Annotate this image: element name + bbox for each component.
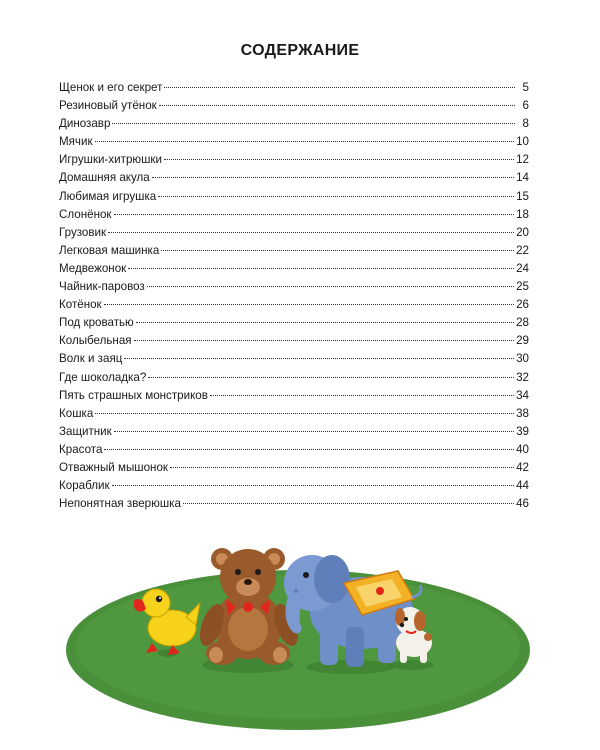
dot-leader xyxy=(159,105,515,106)
dot-leader xyxy=(95,413,514,414)
toc-entry-title: Кораблик xyxy=(59,479,110,493)
dot-leader xyxy=(134,340,515,341)
table-of-contents xyxy=(59,79,529,513)
dot-leader xyxy=(95,141,515,142)
toc-entry-page: 10 xyxy=(516,135,529,149)
dot-leader xyxy=(147,286,514,287)
toc-entry[interactable] xyxy=(59,441,529,459)
toc-entry-page: 25 xyxy=(516,280,529,294)
dot-leader xyxy=(104,304,514,305)
toc-entry[interactable] xyxy=(59,477,529,495)
toc-entry[interactable] xyxy=(59,423,529,441)
toc-entry-title: Красота xyxy=(59,442,103,456)
toc-entry-title: Котёнок xyxy=(59,298,102,312)
toc-entry-title: Где шоколадка? xyxy=(59,370,147,384)
toc-entry-title: Непонятная зверюшка xyxy=(59,497,181,511)
toc-entry[interactable] xyxy=(59,350,529,368)
toc-entry[interactable] xyxy=(59,296,529,314)
dot-leader xyxy=(112,123,515,124)
toc-entry-title: Любимая игрушка xyxy=(59,189,157,203)
toc-entry[interactable] xyxy=(59,314,529,332)
toc-entry-page: 5 xyxy=(522,81,529,94)
toc-entry-title: Мячик xyxy=(59,135,93,149)
toc-entry-page: 20 xyxy=(516,225,529,239)
toc-entry-title: Грузовик xyxy=(59,225,107,239)
toc-entry-page: 24 xyxy=(516,261,529,275)
toc-entry-page: 46 xyxy=(516,497,529,511)
toc-entry[interactable] xyxy=(59,151,529,169)
toc-entry[interactable] xyxy=(59,169,529,187)
toc-entry[interactable] xyxy=(59,188,529,206)
toc-entry[interactable] xyxy=(59,260,529,278)
toc-entry-page: 30 xyxy=(516,352,529,366)
dot-leader xyxy=(161,250,514,251)
toc-entry-title: Резиновый утёнок xyxy=(59,99,157,113)
toc-entry-page: 42 xyxy=(516,460,529,474)
dot-leader xyxy=(158,196,514,197)
toys-illustration xyxy=(0,525,600,740)
toc-entry-title: Медвежонок xyxy=(59,261,127,275)
toc-entry[interactable] xyxy=(59,495,529,513)
dot-leader xyxy=(183,503,514,504)
dot-leader xyxy=(112,485,515,486)
toc-entry-page: 29 xyxy=(516,334,529,348)
toc-entry-page: 28 xyxy=(516,316,529,330)
toc-entry[interactable] xyxy=(59,387,529,405)
toc-entry-page: 44 xyxy=(516,479,529,493)
toc-entry[interactable] xyxy=(59,133,529,151)
toc-entry[interactable] xyxy=(59,97,529,115)
toc-entry-title: Слонёнок xyxy=(59,207,112,221)
toc-entry-title: Щенок и его секрет xyxy=(59,81,163,94)
dot-leader xyxy=(210,395,514,396)
toc-entry[interactable] xyxy=(59,332,529,350)
toc-entry[interactable] xyxy=(59,242,529,260)
toc-entry[interactable] xyxy=(59,206,529,224)
toc-entry-page: 26 xyxy=(516,298,529,312)
toc-entry-page: 32 xyxy=(516,370,529,384)
dot-leader xyxy=(148,377,514,378)
toc-entry-page: 18 xyxy=(516,207,529,221)
toc-entry-page: 22 xyxy=(516,243,529,257)
toc-entry-page: 12 xyxy=(516,153,529,167)
toc-entry-title: Динозавр xyxy=(59,117,111,131)
toc-entry-title: Чайник-паровоз xyxy=(59,280,145,294)
toc-entry-page: 6 xyxy=(522,99,529,113)
dot-leader xyxy=(114,431,514,432)
toc-entry[interactable] xyxy=(59,278,529,296)
dot-leader xyxy=(108,232,514,233)
dot-leader xyxy=(114,214,515,215)
toc-entry[interactable] xyxy=(59,405,529,423)
toc-entry[interactable] xyxy=(59,459,529,477)
toc-entry-title: Легковая машинка xyxy=(59,243,160,257)
toc-entry-title: Защитник xyxy=(59,424,112,438)
toc-entry-title: Кошка xyxy=(59,406,94,420)
toc-entry[interactable] xyxy=(59,224,529,242)
toc-entry-title: Колыбельная xyxy=(59,334,132,348)
toc-entry-page: 39 xyxy=(516,424,529,438)
dot-leader xyxy=(164,159,514,160)
dot-leader xyxy=(170,467,514,468)
toc-entry-title: Под кроватью xyxy=(59,316,134,330)
toc-entry-title: Игрушки-хитрюшки xyxy=(59,153,162,167)
toc-entry-page: 15 xyxy=(516,189,529,203)
dot-leader xyxy=(124,358,514,359)
toc-entry-page: 40 xyxy=(516,442,529,456)
toc-entry-title: Домашняя акула xyxy=(59,171,150,185)
dot-leader xyxy=(164,87,515,88)
toc-entry-page: 14 xyxy=(516,171,529,185)
dot-leader xyxy=(152,177,514,178)
toc-entry-title: Пять страшных монстриков xyxy=(59,388,208,402)
dot-leader xyxy=(136,322,514,323)
toc-entry-title: Волк и заяц xyxy=(59,352,123,366)
toc-entry-page: 34 xyxy=(516,388,529,402)
toc-entry[interactable] xyxy=(59,79,529,97)
toc-entry[interactable] xyxy=(59,369,529,387)
page-title: СОДЕРЖАНИЕ xyxy=(240,42,360,59)
toc-entry-page: 8 xyxy=(522,117,529,131)
toc-entry-page: 38 xyxy=(516,406,529,420)
dot-leader xyxy=(104,449,514,450)
toc-entry[interactable] xyxy=(59,115,529,133)
dot-leader xyxy=(128,268,514,269)
toc-entry-title: Отважный мышонок xyxy=(59,460,168,474)
